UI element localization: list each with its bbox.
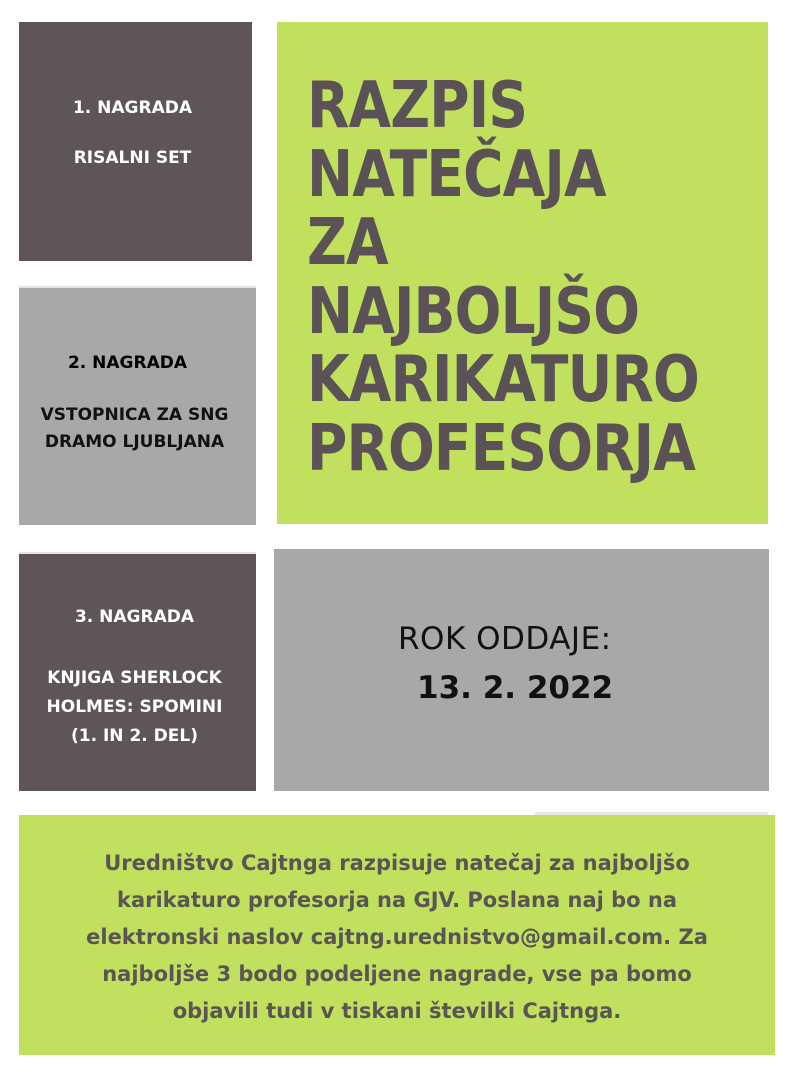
prize-1-item: RISALNI SET bbox=[73, 148, 192, 168]
prize-1-heading: 1. NAGRADA bbox=[72, 98, 193, 118]
title-box bbox=[277, 22, 768, 524]
prize-3-box bbox=[19, 554, 256, 791]
deadline-date: 13. 2. 2022 bbox=[417, 670, 614, 706]
prize-2-box bbox=[19, 288, 256, 525]
page-title: RAZPIS NATEČAJA ZA NAJBOLJŠO KARIKATURO PROFESORJA bbox=[307, 69, 699, 486]
prize-2-item: VSTOPNICA ZA SNG DRAMO LJUBLJANA bbox=[40, 405, 229, 452]
prize-3-item: KNJIGA SHERLOCK HOLMES: SPOMINI (1. IN 2. DEL) bbox=[46, 668, 223, 746]
deadline-label: ROK ODDAJE: bbox=[398, 621, 612, 657]
prize-2-heading: 2. NAGRADA bbox=[67, 353, 188, 373]
prize-3-heading: 3. NAGRADA bbox=[74, 607, 195, 627]
prize-1-box bbox=[19, 22, 252, 261]
info-paragraph: Uredništvo Cajtnga razpisuje natečaj za najboljšo karikaturo profesorja na GJV. Poslana naj bo na elektronski naslov cajtng.urednistvo@gmail.com. Za najboljše 3 bodo podeljene nagrade, vse pa bomo objavili tudi v tiskani številki Cajtnga. bbox=[86, 851, 708, 1023]
deadline-box bbox=[274, 549, 769, 791]
info-box bbox=[19, 815, 775, 1055]
